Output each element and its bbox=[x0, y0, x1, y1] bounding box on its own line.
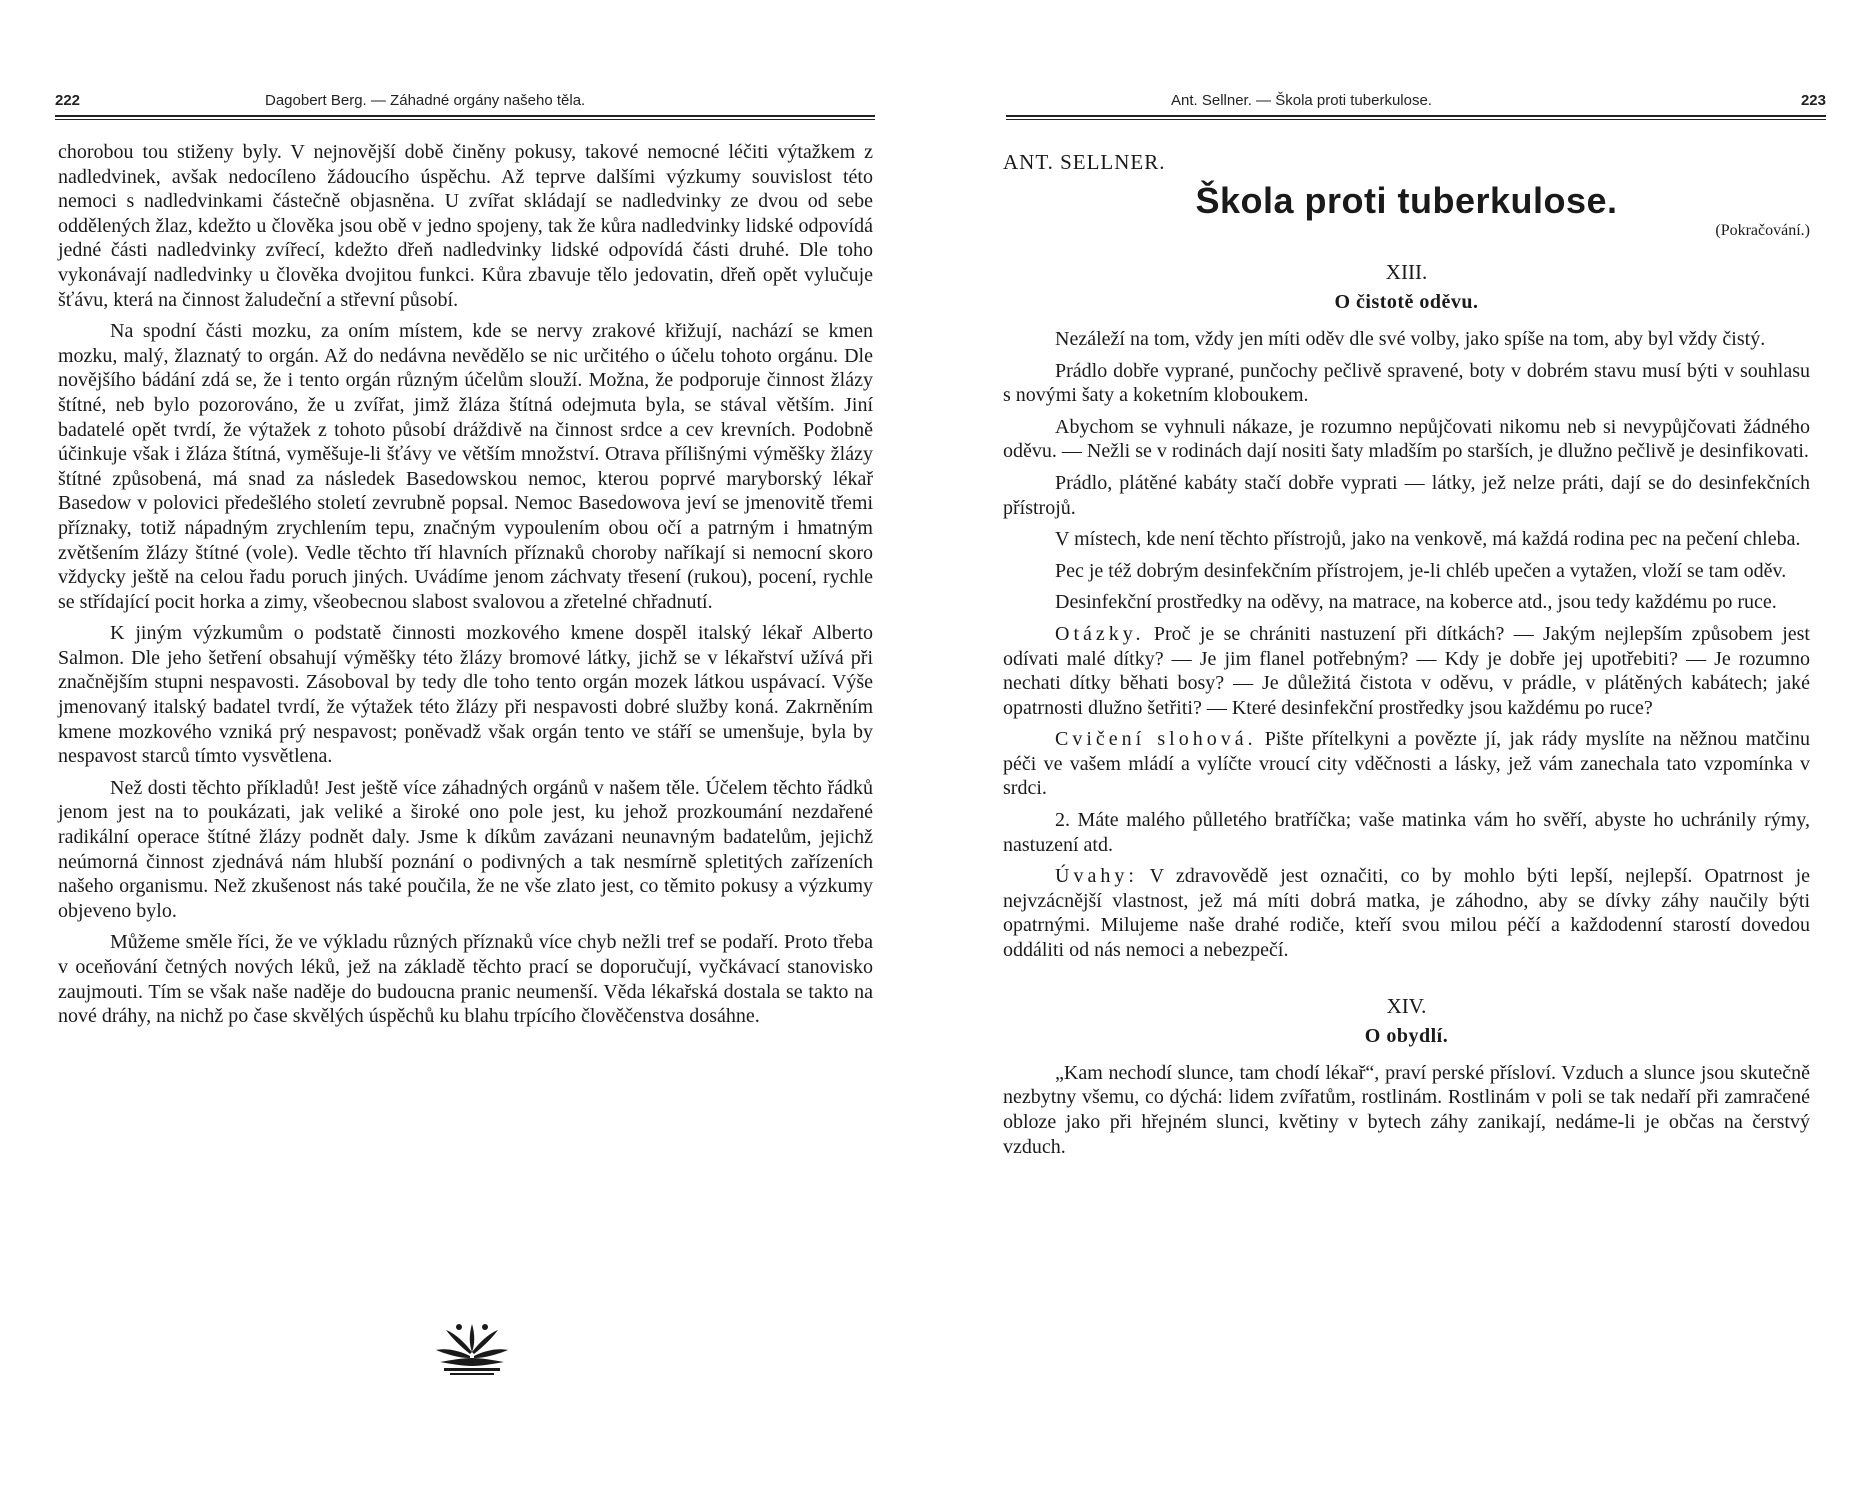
section-numeral: XIV. bbox=[1386, 993, 1427, 1018]
article-author: ANT. SELLNER. bbox=[1003, 150, 1166, 174]
continuation-note: (Pokračování.) bbox=[1715, 222, 1810, 240]
section-numeral: XIII. bbox=[1385, 259, 1428, 284]
left-running-title: Dagobert Berg. — Záhadné orgány našeho těla. bbox=[265, 92, 586, 109]
paragraph: V místech, kde není těchto přístrojů, jako na venkově, má každá rodina pec na pečení chleba. bbox=[1055, 528, 1801, 551]
header-rule-thin bbox=[1006, 119, 1826, 120]
right-body-text bbox=[1003, 150, 1810, 1166]
paragraph-text: V zdravovědě jest označiti, co by mohlo býti lepší, nejlepší. Opatrnost je nejvzácnější vlastnost, jež má míti dobrá matka, je záhodno, aby se dívky záhy naučily býti opatrnými. Milujeme naše drahé rodiče, kteří svou milou péčí a každodenní starostí dovedou oddáliti od nás nemoci a nebezpečí. bbox=[1003, 865, 1810, 962]
fleuron-ornament-icon bbox=[432, 1318, 512, 1376]
right-running-header bbox=[1006, 88, 1826, 114]
header-rule bbox=[1006, 115, 1826, 117]
paragraph-text: Pište přítelkyni a povězte jí, jak rády myslíte na něžnou matčinu péči ve vašem mládí a vylíčte vroucí city vděčnosti a lásky, jež vám zanechala tato vzpomínka v srdci. bbox=[1003, 728, 1810, 800]
section-gap bbox=[1003, 970, 1810, 994]
paragraph: Prádlo dobře vyprané, punčochy pečlivě spravené, boty v dobrém stavu musí býti v souhlasu s novými šaty a koketním kloboukem. bbox=[1003, 359, 1810, 407]
right-page-number: 223 bbox=[1800, 92, 1826, 109]
left-running-header bbox=[55, 88, 875, 114]
header-rule bbox=[55, 115, 875, 117]
section-heading: O čistotě oděvu. bbox=[1334, 291, 1479, 314]
paragraph: Prádlo, plátěné kabáty stačí dobře vyprati — látky, jež nelze práti, dají se do desinfekčních přístrojů. bbox=[1003, 471, 1810, 519]
paragraph: Abychom se vyhnuli nákaze, je rozumno nepůjčovati nikomu neb si nevypůjčovati žádného oděvu. — Nežli se v rodinách dají nositi šaty mladším po starších, je dlužno pečlivě je desinfikovati. bbox=[1003, 415, 1810, 463]
paragraph: K jiným výzkumům o podstatě činnosti mozkového kmene dospěl italský lékař Alberto Salmon. Dle jeho šetření obsahují výměšky této žlázy bromové látky, jichž se v lékařství užívá při značnějším stupni nespavosti. Zásoboval by tedy dle toho tento orgán mozek látkou uspávací. Výše jmenovaný italský badatel tvrdí, že výtažek této žlázy při nespavosti dobré služby koná. Zakrněním kmene mozkového vzniká prý nespavost; poněvadž však orgán tento ve stáří se umenšuje, byla by nespavost starců tímto vysvětlena. bbox=[58, 622, 873, 768]
left-body-text bbox=[58, 140, 873, 1036]
paragraph-lead: Úvahy: bbox=[1055, 865, 1138, 888]
paragraph: Desinfekční prostředky na oděvy, na matrace, na koberce atd., jsou tedy každému po ruce. bbox=[1055, 591, 1777, 614]
header-rule-thin bbox=[55, 119, 875, 120]
paragraph bbox=[1003, 622, 1810, 720]
paragraph: Pec je též dobrým desinfekčním přístrojem, je-li chléb upečen a vytažen, vloží se tam oděv. bbox=[1055, 559, 1787, 582]
paragraph: 2. Máte malého půlletého bratříčka; vaše matinka vám ho svěří, abyste ho uchránily rýmy, nastuzení atd. bbox=[1003, 809, 1810, 856]
paragraph bbox=[1003, 727, 1810, 801]
left-page-number: 222 bbox=[55, 92, 81, 109]
paragraph: „Kam nechodí slunce, tam chodí lékař“, praví perské přísloví. Vzduch a slunce jsou skutečně nezbytny všemu, co dýchá: lidem zvířatům, rostlinám. Rostlinám v poli se tak nedaří při zamračené obloze jako při hřejném slunci, květiny v bytech záhy zanikají, nedáme-li je občas na čerstvý vzduch. bbox=[1003, 1061, 1810, 1158]
paragraph: Nezáleží na tom, vždy jen míti oděv dle své volby, jako spíše na tom, aby byl vždy čistý. bbox=[1055, 327, 1766, 350]
paragraph: chorobou tou stiženy byly. V nejnovější době činěny pokusy, takové nemocné léčiti výtažkem z nadledvinek, avšak nedocíleno žádoucího úspěchu. Až teprve dalšími výzkumy souvislost této nemoci s nadledvinkami částečně objasněna. U zvířat skládají se nadledvinky ze dvou od sebe oddělených žlaz, kdežto u člověka jsou obě v jedno spojeny, tak že kůra nadledvinky lidské odpovídá jedné části nadledvinky zvířecí, kdežto dřeň nadledvinky lidské odpovídá části druhé. Dle toho vykonávají nadledvinky u člověka dvojitou funkci. Kůra zbavuje tělo jedovatin, dřeň opět vylučuje šťávu, která na činnost žaludeční a střevní působí. bbox=[58, 141, 873, 311]
section-heading: O obydlí. bbox=[1364, 1025, 1449, 1048]
paragraph: Můžeme směle říci, že ve výkladu různých příznaků více chyb nežli tref se podaří. Proto třeba v oceňování četných nových léků, jež na základě těchto prací se doporučují, vyčkávací stanovisko zaujmouti. Tím se však naše naděje do budoucna pranic neumenší. Věda lékařská dostala se takto na nové dráhy, na nichž po čase skvělých úspěchů ku blahu trpícího člověčenstva dosáhne. bbox=[58, 931, 873, 1028]
paragraph bbox=[1003, 864, 1810, 962]
right-page bbox=[931, 0, 1862, 1500]
paragraph-text: Proč je se chrániti nastuzení při dítkách? — Jakým nejlepším způsobem jest odívati malé dítky? — Je jim flanel potřebným? — Kdy je dobře jej upotřebiti? — Je rozumno nechati dítky běhati bosy? — Je důležitá čistota v oděvu, v prádle, v plátěných kabátech; jaké opatrnosti dlužno šetřiti? — Které desinfekční prostředky jsou každému po ruce? bbox=[1003, 622, 1810, 719]
paragraph: Než dosti těchto příkladů! Jest ještě více záhadných orgánů v našem těle. Účelem těchto řádků jenom jest na to poukázati, jak veliké a široké ono pole jest, ku jehož prozkoumání nezdařené radikální operace štítné žlázy podnět daly. Jsme k díkům zavázani neunavným badatelům, jejichž neúmorná činnost zjednává nám hlubší poznání o podivných a tak nesmírně spletitých zařízeních našeho organismu. Než zkušenost nás také poučila, že ne vše zlato jest, co těmito pokusy a výzkumy objeveno bylo. bbox=[58, 776, 873, 922]
paragraph-lead: Cvičení slohová. bbox=[1055, 728, 1257, 751]
paragraph: Na spodní části mozku, za oním místem, kde se nervy zrakové křižují, nachází se kmen mozku, malý, žlaznatý to orgán. Až do nedávna nevědělo se nic určitého o účelu tohoto orgánu. Dle novějšího bádání zdá se, že i tento orgán různým účelům slouží. Možna, že podporuje činnost žlázy štítné, neb bylo pozorováno, že u zvířat, jimž žláza štítná odejmuta byla, se stával větším. Jiní badatelé opět tvrdí, že výtažek z tohoto působí dráždivě na činnost srdce a cev krevních. Podobně účinkuje však i žláza štítná, vyměšuje-li šťávy ve větším množství. Otrava přílišnými výměšky žlázy štítné způsobená, má snad za následek Basedowskou nemoc, kterou poprvé maryborský lékař Basedow v polovici předešlého století zevrubně popsal. Nemoc Basedowova jeví se jmenovitě třemi příznaky, totiž nápadným zrychlením tepu, značným vypoulením obou očí a patrným i hmatným zvětšením žlázy štítné (vole). Vedle těchto tří hlavních příznaků choroby naříkají si nemocní skoro vždycky ještě na celou řadu poruch jiných. Uvádíme jenom záchvaty třesení (rukou), pocení, rychle se střídající pocit horka a zimy, všeobecnou slabost svalovou a zřetelné chřadnutí. bbox=[58, 320, 873, 613]
paragraph-lead: Otázky. bbox=[1055, 622, 1145, 645]
right-running-title: Ant. Sellner. — Škola proti tuberkulose. bbox=[1171, 92, 1432, 109]
article-title: Škola proti tuberkulose. bbox=[1195, 179, 1618, 221]
